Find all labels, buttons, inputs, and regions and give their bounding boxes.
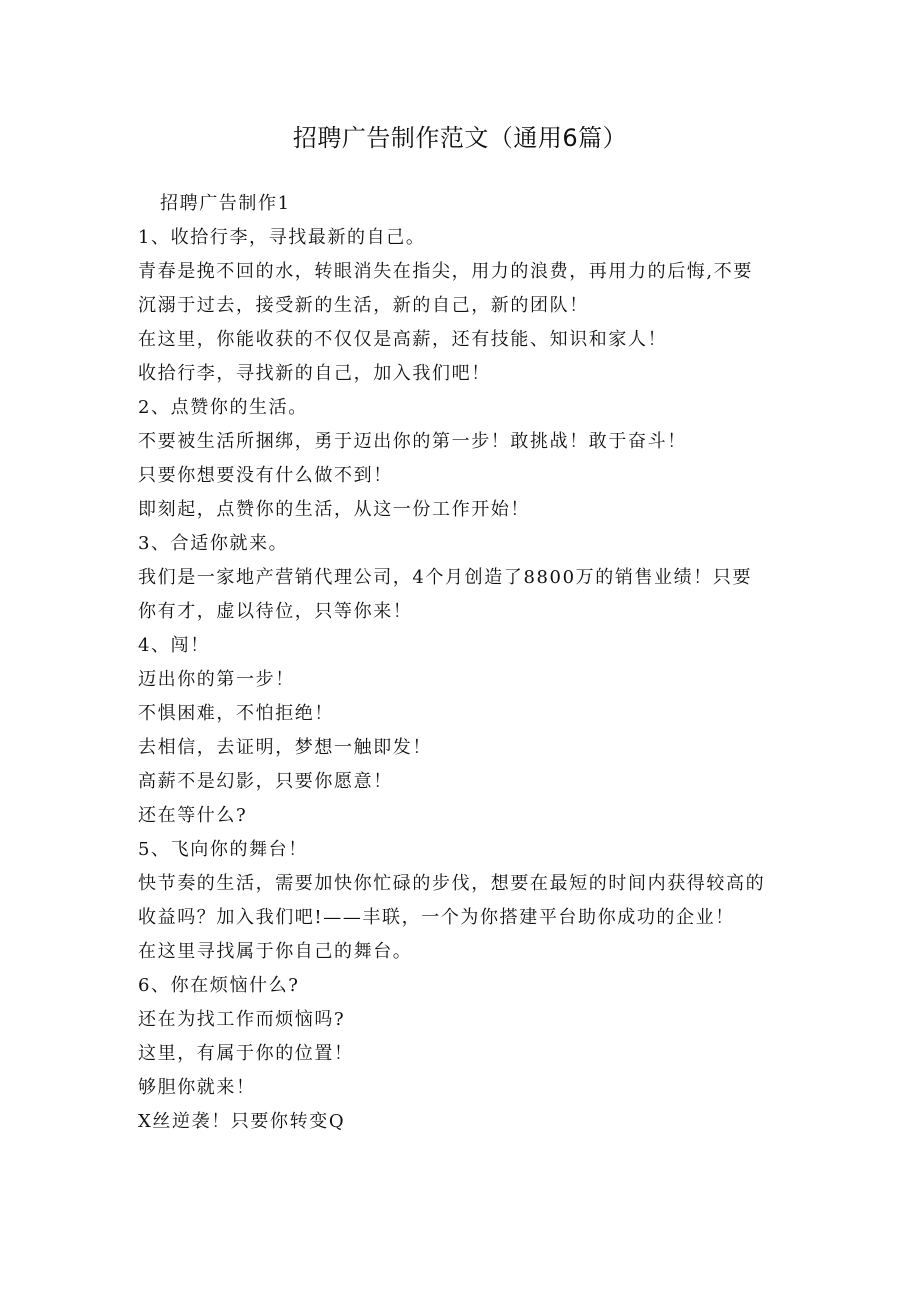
text-line: 青春是挽不回的水，转眼消失在指尖，用力的浪费，再用力的后悔,不要 — [138, 261, 753, 282]
text-line: 4、闯！ — [138, 635, 210, 656]
text-line: 沉溺于过去，接受新的生活，新的自己，新的团队！ — [138, 295, 589, 316]
text-line: 高薪不是幻影，只要你愿意！ — [138, 771, 393, 792]
text-line: 不惧困难，不怕拒绝！ — [138, 703, 334, 724]
text-line: 够胆你就来！ — [138, 1077, 256, 1098]
text-line: 1、收拾行李，寻找最新的自己。 — [138, 227, 426, 248]
text-line: 5、飞向你的舞台！ — [138, 839, 308, 860]
text-line: 还在为找工作而烦恼吗? — [138, 1009, 346, 1030]
text-line: 即刻起，点赞你的生活，从这一份工作开始！ — [138, 499, 530, 520]
document-title: 招聘广告制作范文（通用6篇） — [292, 124, 628, 152]
text-line: 收益吗？加入我们吧!——丰联，一个为你搭建平台助你成功的企业！ — [138, 907, 735, 928]
text-line: 这里，有属于你的位置！ — [138, 1043, 354, 1064]
section-heading: 招聘广告制作1 — [160, 193, 291, 214]
text-line: 还在等什么? — [138, 805, 248, 826]
text-line: 3、合适你就来。 — [138, 533, 289, 554]
text-line: 2、点赞你的生活。 — [138, 397, 308, 418]
text-line: 收拾行李，寻找新的自己，加入我们吧！ — [138, 363, 491, 384]
text-line: 我们是一家地产营销代理公司，4个月创造了8800万的销售业绩！只要 — [138, 567, 753, 588]
text-line: X丝逆袭！只要你转变Q — [138, 1111, 346, 1132]
text-line: 6、你在烦恼什么? — [138, 975, 300, 996]
text-line: 只要你想要没有什么做不到！ — [138, 465, 393, 486]
text-line: 迈出你的第一步！ — [138, 669, 295, 690]
text-line: 不要被生活所捆绑，勇于迈出你的第一步！敢挑战！敢于奋斗！ — [138, 431, 687, 452]
document-body — [138, 187, 798, 1139]
text-line: 在这里寻找属于你自己的舞台。 — [138, 941, 413, 962]
text-line: 去相信，去证明，梦想一触即发！ — [138, 737, 432, 758]
text-line: 在这里，你能收获的不仅仅是高薪，还有技能、知识和家人！ — [138, 329, 668, 350]
text-line: 快节奏的生活，需要加快你忙碌的步伐，想要在最短的时间内获得较高的 — [138, 873, 766, 894]
text-line: 你有才，虚以待位，只等你来！ — [138, 601, 413, 622]
